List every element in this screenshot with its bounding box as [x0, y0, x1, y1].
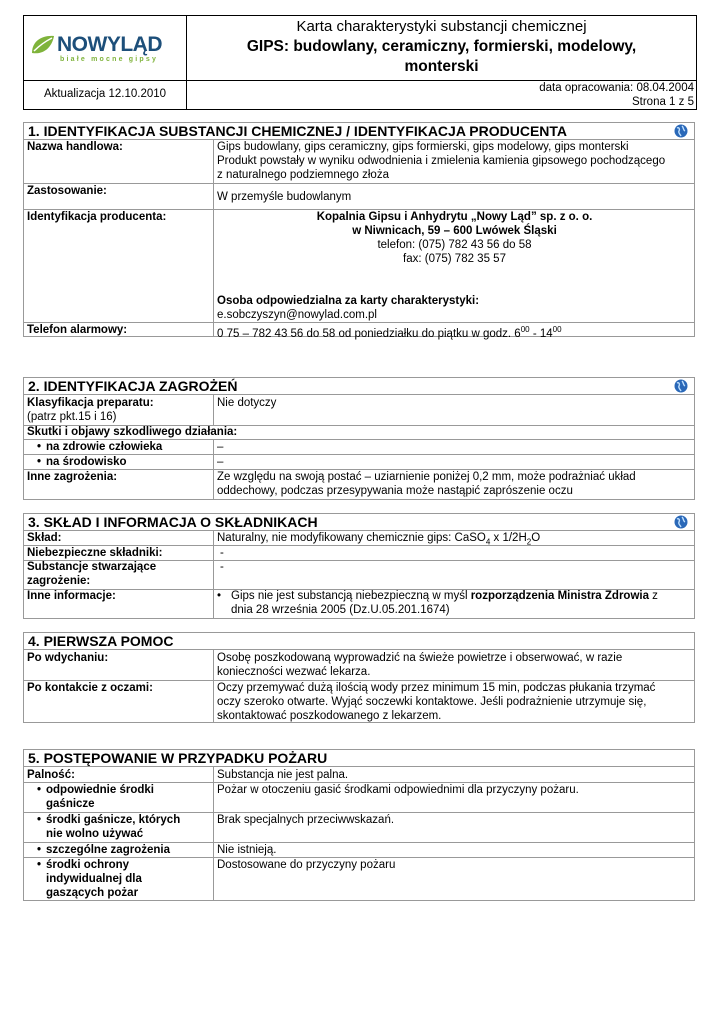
forbidden-extinguishing-bullet: • — [37, 814, 42, 826]
page-number: Strona 1 z 5 — [631, 96, 694, 108]
alarm-hour-end-sup: 00 — [552, 325, 562, 334]
section-1 — [23, 122, 695, 340]
globe-icon — [674, 379, 688, 393]
divider — [24, 183, 694, 184]
producer-phone: telefon: (075) 782 43 56 do 58 — [377, 239, 532, 251]
company-logo — [30, 33, 180, 67]
forbidden-extinguishing-label-2: nie wolno używać — [46, 828, 144, 840]
trade-name-label: Nazwa handlowa: — [27, 141, 123, 153]
health-bullet: • — [37, 441, 42, 453]
eye-contact-line1: Oczy przemywać dużą ilością wody przez minimum 15 min, podczas płukania trzymać — [217, 682, 656, 694]
section-2-header — [24, 378, 694, 395]
other-hazards-line2: oddechowy, podczas przesypywania może nastąpić zaprószenie oczu — [217, 485, 573, 497]
special-hazards-value: Nie istnieją. — [217, 844, 277, 856]
update-date: Aktualizacja 12.10.2010 — [43, 88, 167, 100]
alarm-phone-value — [217, 323, 562, 341]
regulation-name: rozporządzenia Ministra Zdrowia — [470, 590, 649, 602]
section-2-col-divider — [213, 395, 214, 425]
globe-icon — [674, 515, 688, 529]
other-info-line2: dnia 28 września 2005 (Dz.U.05.201.1674) — [231, 604, 450, 616]
forbidden-extinguishing-label-1: środki gaśnicze, których — [46, 814, 181, 826]
section-3-title: 3. SKŁAD I INFORMACJA O SKŁADNIKACH — [28, 514, 318, 530]
other-hazards-label: Inne zagrożenia: — [27, 471, 118, 483]
forbidden-extinguishing-value: Brak specjalnych przeciwwskazań. — [217, 814, 395, 826]
section-5-col-divider — [213, 767, 214, 900]
section-3 — [23, 513, 695, 619]
section-2-title: 2. IDENTYFIKACJA ZAGROŻEŃ — [28, 378, 238, 394]
inhalation-label: Po wdychaniu: — [27, 652, 109, 664]
extinguishing-label-1: odpowiednie środki — [46, 784, 154, 796]
section-3-header — [24, 514, 694, 531]
section-4-header — [24, 633, 694, 650]
section-5-title: 5. POSTĘPOWANIE W PRZYPADKU POŻARU — [28, 750, 328, 766]
producer-name: Kopalnia Gipsu i Anhydrytu „Nowy Ląd” sp. z o. o. — [316, 211, 593, 223]
hazardous-substances-label-2: zagrożenie: — [27, 575, 91, 587]
inhalation-line1: Osobę poszkodowaną wyprowadzić na świeże powietrze i obserwować, w razie — [217, 652, 623, 664]
alarm-phone-label: Telefon alarmowy: — [27, 324, 128, 336]
dangerous-components-label: Niebezpieczne składniki: — [27, 547, 163, 559]
special-hazards-label: szczególne zagrożenia — [46, 844, 170, 856]
protective-equipment-bullet: • — [37, 859, 42, 871]
producer-address: w Niwnicach, 59 – 600 Lwówek Śląski — [352, 225, 557, 237]
composition-text: Naturalny, nie modyfikowany chemicznie gips: CaSO — [217, 532, 486, 544]
section-2 — [23, 377, 695, 500]
other-hazards-line1: Ze względu na swoją postać – uziarnienie poniżej 0,2 mm, może podrażniać układ — [217, 471, 636, 483]
other-info-text: Gips nie jest substancją niebezpieczną w myśl — [231, 590, 471, 602]
extinguishing-value: Pożar w otoczeniu gasić środkami odpowiednimi dla przyczyny pożaru. — [217, 784, 579, 796]
section-5-header — [24, 750, 694, 767]
health-label: na zdrowie człowieka — [46, 441, 163, 453]
flammability-value: Substancja nie jest palna. — [217, 769, 349, 781]
trade-name-line3: z naturalnego podziemnego złoża — [217, 169, 389, 181]
trade-name-line2: Produkt powstały w wyniku odwodnienia i zmielenia kamienia gipsowego pochodzącego — [217, 155, 666, 167]
composition-value — [217, 531, 540, 549]
trade-name-line1: Gips budowlany, gips ceramiczny, gips formierski, gips modelowy, gips monterski — [217, 141, 629, 153]
section-4-title: 4. PIERWSZA POMOC — [28, 633, 174, 649]
effects-label: Skutki i objawy szkodliwego działania: — [27, 426, 238, 438]
responsible-email[interactable]: e.sobczyszyn@nowylad.com.pl — [217, 309, 377, 321]
product-title-line1: GIPS: budowlany, ceramiczny, formierski, modelowy, — [246, 38, 637, 55]
environment-value: – — [217, 456, 224, 468]
document-type: Karta charakterystyki substancji chemicznej — [296, 18, 587, 35]
environment-label: na środowisko — [46, 456, 127, 468]
globe-icon — [674, 124, 688, 138]
other-info-text: z — [648, 590, 658, 602]
special-hazards-bullet: • — [37, 844, 42, 856]
section-5 — [23, 749, 695, 901]
alarm-hour-sep: - 14 — [529, 327, 553, 340]
classification-label: Klasyfikacja preparatu: — [27, 397, 154, 409]
sub-4: 4 — [485, 537, 491, 547]
hazardous-substances-label-1: Substancje stwarzające — [27, 561, 157, 573]
logo-brand: NOWYLĄD — [57, 33, 162, 56]
sub-2: 2 — [526, 537, 532, 547]
producer-fax: fax: (075) 782 35 57 — [403, 253, 506, 265]
alarm-hour-start-sup: 00 — [520, 325, 530, 334]
responsible-person-label: Osoba odpowiedzialna za karty charakterystyki: — [217, 295, 480, 307]
hazardous-substances-value: - — [220, 561, 224, 573]
eye-contact-line3: skontaktować poszkodowanego z lekarzem. — [217, 710, 442, 722]
inhalation-line2: konieczności wezwać lekarza. — [217, 666, 371, 678]
section-4-col-divider — [213, 650, 214, 722]
use-value: W przemyśle budowlanym — [217, 191, 352, 203]
extinguishing-bullet: • — [37, 784, 42, 796]
product-title-line2: monterski — [404, 58, 479, 75]
other-info-bullet: • — [217, 590, 222, 602]
classification-value: Nie dotyczy — [217, 397, 277, 409]
eye-contact-line2: oczy szeroko otwarte. Wyjąć soczewki kontaktowe. Jeśli podrażnienie utrzymuje się, — [217, 696, 647, 708]
composition-text: O — [531, 532, 541, 544]
section-1-title: 1. IDENTYFIKACJA SUBSTANCJI CHEMICZNEJ / IDENTYFIKACJA PRODUCENTA — [28, 123, 568, 139]
protective-equipment-label-3: gaszących pożar — [46, 887, 139, 899]
health-value: – — [217, 441, 224, 453]
use-label: Zastosowanie: — [27, 185, 107, 197]
dangerous-components-value: - — [220, 547, 224, 559]
alarm-phone-text: 0 75 – 782 43 56 do 58 od poniedziałku do piątku w godz. 6 — [217, 327, 521, 340]
composition-text: x 1/2H — [490, 532, 527, 544]
leaf-icon — [30, 33, 56, 57]
environment-bullet: • — [37, 456, 42, 468]
protective-equipment-value: Dostosowane do przyczyny pożaru — [217, 859, 396, 871]
protective-equipment-label-1: środki ochrony — [46, 859, 130, 871]
producer-label: Identyfikacja producenta: — [27, 211, 167, 223]
preparation-date: data opracowania: 08.04.2004 — [539, 82, 694, 94]
section-1-header — [24, 123, 694, 140]
extinguishing-label-2: gaśnicze — [46, 798, 95, 810]
other-info-line1 — [231, 589, 658, 603]
flammability-label: Palność: — [27, 769, 75, 781]
classification-note: (patrz pkt.15 i 16) — [27, 411, 117, 423]
protective-equipment-label-2: indywidualnej dla — [46, 873, 142, 885]
eye-contact-label: Po kontakcie z oczami: — [27, 682, 153, 694]
section-4 — [23, 632, 695, 723]
logo-tagline: białe mocne gipsy — [60, 56, 159, 63]
composition-label: Skład: — [27, 532, 62, 544]
other-info-label: Inne informacje: — [27, 590, 116, 602]
